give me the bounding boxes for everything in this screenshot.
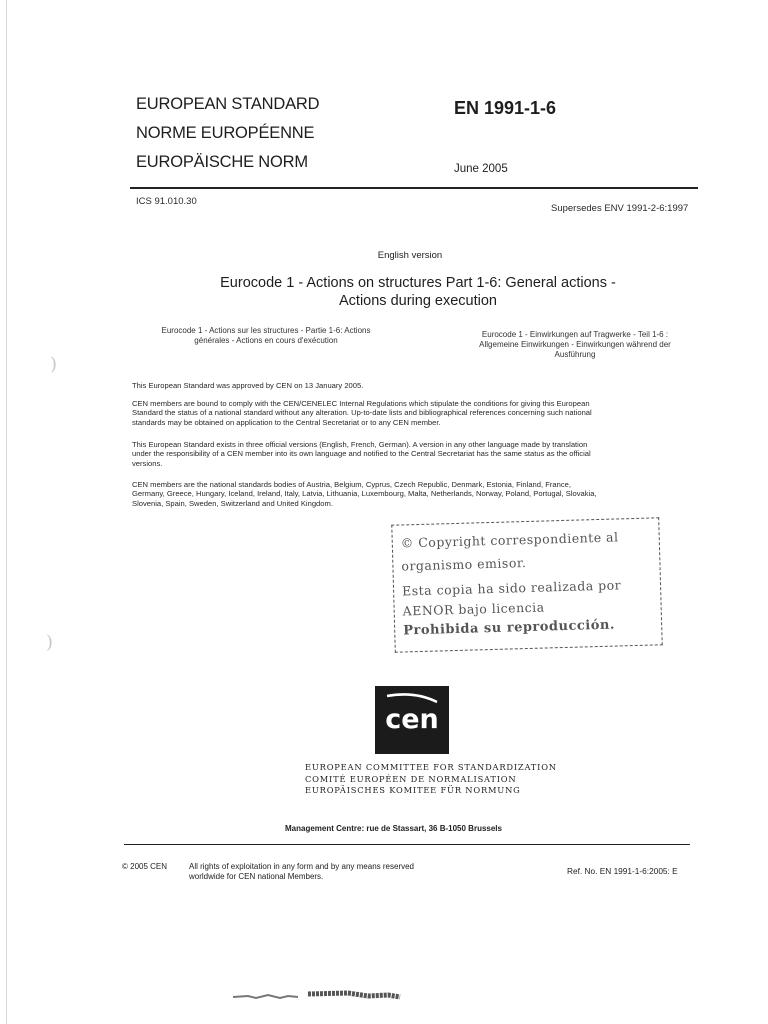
title-english: EUROPEAN STANDARD [136,95,320,113]
ics-code: ICS 91.010.30 [136,196,197,207]
stamp-line1: © Copyright correspondiente al [400,529,619,551]
versions-line: This European Standard exists in three official versions (English, French, German). A version in any other language made by translation [132,440,588,449]
title-french: NORME EUROPÉENNE [136,124,315,142]
members-line: Germany, Greece, Hungary, Iceland, Ireland, Italy, Latvia, Lithuania, Luxembourg, Malta, Netherlands, Norway, Poland, Portugal, Slovakia, [132,489,597,499]
approval-paragraph: This European Standard was approved by CEN on 13 January 2005. [132,381,364,390]
stamp-line2: organismo emisor. [401,555,527,574]
cen-logo [375,686,449,754]
german-title-line1: Eurocode 1 - Einwirkungen auf Tragwerke - Teil 1-6 : [481,330,669,339]
margin-mark: ) [46,632,54,653]
rights-line: All rights of exploitation in any form and by any means reserved [189,862,415,871]
german-title [440,330,710,360]
stamp-line3: Esta copia ha sido realizada por [401,577,622,599]
supersedes: Supersedes ENV 1991-2-6:1997 [551,203,689,214]
french-title [136,326,396,346]
members-line: CEN members are the national standards bodies of Austria, Belgium, Cyprus, Czech Republic, Denmark, Estonia, Finland, France, [132,480,571,489]
main-title-line2: Actions during execution [339,293,497,309]
german-title-line3: Ausführung [554,350,596,359]
org-english: EUROPEAN COMMITTEE FOR STANDARDIZATION [305,762,557,772]
versions-paragraph [132,440,692,468]
compliance-line: standards may be obtained on application to the Central Secretariat or to any CEN member. [132,417,441,427]
org-german: EUROPÄISCHES KOMITEE FÜR NORMUNG [305,785,521,795]
margin-mark: ) [50,354,58,375]
rights-line: worldwide for CEN national Members. [189,872,324,881]
versions-line: under the responsibility of a CEN member into its own language and notified to the Central Secretariat has the same status as the official [132,449,591,459]
reference-number: Ref. No. EN 1991-1-6:2005: E [567,866,678,876]
scan-edge [6,0,7,1024]
cen-logo-text: cen [385,704,439,735]
french-title-line2: générales - Actions en cours d'exécution [194,336,338,345]
footer-rule [124,844,690,845]
copyright-stamp [391,517,662,652]
publication-date: June 2005 [454,163,508,175]
compliance-paragraph [132,399,692,427]
versions-line: versions. [132,458,163,468]
french-title-line1: Eurocode 1 - Actions sur les structures - Partie 1-6: Actions [161,326,371,335]
german-title-line2: Allgemeine Einwirkungen - Einwirkungen während der [479,340,671,349]
members-line: Slovenia, Spain, Sweden, Switzerland and United Kingdom. [132,498,333,508]
compliance-line: CEN members are bound to comply with the CEN/CENELEC Internal Regulations which stipulate the conditions for giving this European [132,399,590,408]
footer-copyright: © 2005 CEN [122,862,168,871]
stamp-line5: Prohibida su reproducción. [403,617,616,639]
compliance-line: Standard the status of a national standard without any alteration. Up-to-date lists and bibliographical references concerning such national [132,408,592,418]
scan-smudge [228,990,408,1002]
cen-organisation [305,762,557,797]
footer-rights [189,862,414,882]
members-paragraph [132,480,692,508]
standard-number: EN 1991-1-6 [454,98,557,118]
version-label: English version [377,250,443,261]
main-title-line1: Eurocode 1 - Actions on structures Part 1-6: General actions - [220,275,616,291]
header-rule [130,187,698,189]
stamp-line4: AENOR bajo licencia [402,599,545,619]
title-german: EUROPÄISCHE NORM [136,153,308,171]
org-french: COMITÉ EUROPÉEN DE NORMALISATION [305,773,517,784]
management-centre: Management Centre: rue de Stassart, 36 B-1050 Brussels [285,824,502,833]
